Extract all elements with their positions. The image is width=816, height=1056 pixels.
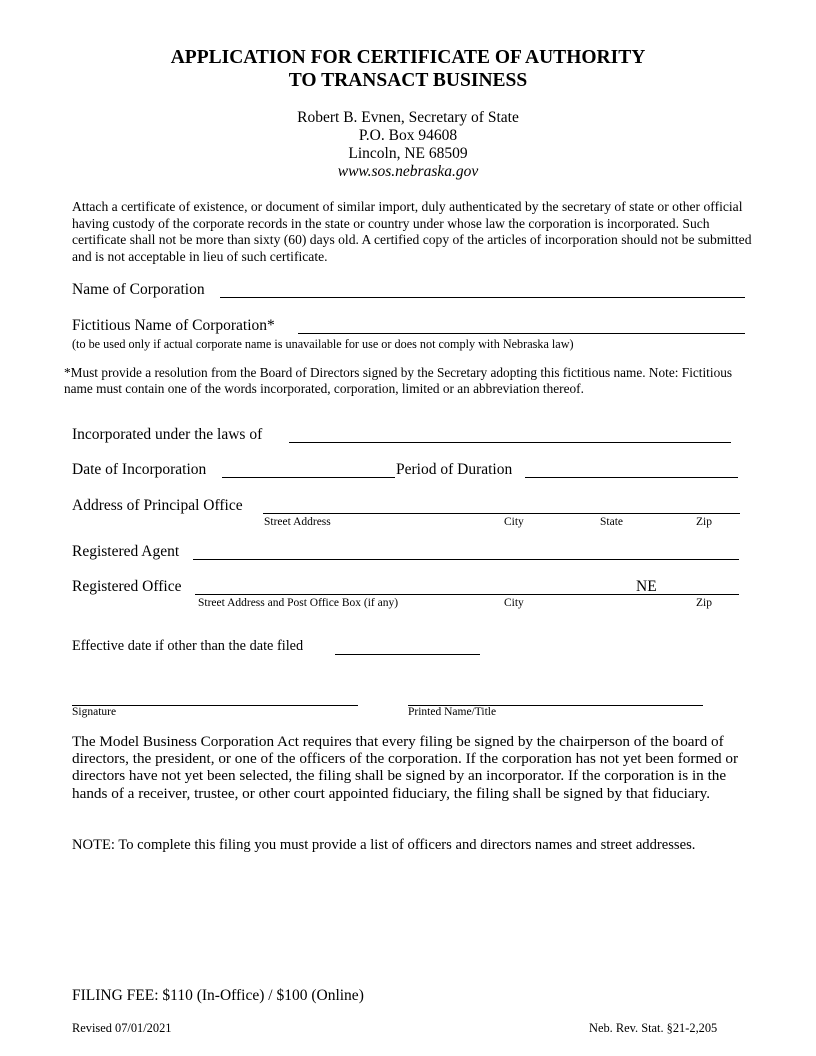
revised-date: Revised 07/01/2021 [72, 1021, 172, 1035]
date-of-incorporation-label: Date of Incorporation [72, 461, 207, 478]
act-paragraph: The Model Business Corporation Act requires that every filing be signed by the chairperson of the board of directors, the president, or one of the officers of the corporation. If the corporation has not yet been formed or directors have not yet been selected, the filing shall be signed by an incorporator. If the corporation is in the hands of a receiver, trustee, or other court appointed fiduciary, the filing shall be signed by that fiduciary. [72, 733, 739, 802]
name-of-corporation-label: Name of Corporation [72, 281, 205, 298]
note-paragraph: NOTE: To complete this filing you must provide a list of officers and directors names and street addresses. [72, 837, 696, 853]
registered-office-state: NE [636, 578, 657, 595]
registered-office-label: Registered Office [72, 578, 182, 595]
form-title-line2: TO TRANSACT BUSINESS [288, 70, 528, 91]
intro-paragraph: Attach a certificate of existence, or document of similar import, duly authenticated by the secretary of state or other official having custody of the corporate records in the state or country under whose law the corporation is incorporated. Such certificate shall not be more than sixty (60) days old. A certified copy of the articles of incorporation should not be submitted and is not acceptable in lieu of such certificate. [72, 199, 752, 264]
fictitious-name-note: (to be used only if actual corporate name is unavailable for use or does not comply with Nebraska law) [72, 337, 574, 351]
city-state-zip: Lincoln, NE 68509 [348, 145, 468, 162]
date-of-incorporation-field[interactable] [222, 477, 395, 478]
form-title-line1: APPLICATION FOR CERTIFICATE OF AUTHORITY [170, 47, 646, 68]
po-box: P.O. Box 94608 [358, 127, 458, 144]
registered-zip-caption: Zip [696, 597, 712, 609]
registered-street-caption: Street Address and Post Office Box (if any) [198, 597, 399, 609]
statute-reference: Neb. Rev. Stat. §21-2,205 [589, 1021, 718, 1035]
effective-date-field[interactable] [335, 654, 480, 655]
registered-agent-field[interactable] [193, 559, 739, 560]
principal-state-caption: State [600, 516, 623, 528]
official-name: Robert B. Evnen, Secretary of State [297, 109, 519, 126]
incorporated-under-label: Incorporated under the laws of [72, 426, 263, 443]
registered-office-field[interactable] [195, 594, 739, 595]
printed-name-caption: Printed Name/Title [408, 706, 497, 718]
fictitious-footnote: *Must provide a resolution from the Board of Directors signed by the Secretary adopting this fictitious name. Note: Fictitious name must contain one of the words incorporated, corporation, limited or an abbreviation thereof. [64, 365, 733, 396]
period-of-duration-label: Period of Duration [396, 461, 513, 478]
effective-date-label: Effective date if other than the date filed [72, 638, 304, 654]
fictitious-name-label: Fictitious Name of Corporation* [72, 317, 275, 334]
principal-office-field[interactable] [263, 513, 740, 514]
registered-city-caption: City [504, 597, 524, 609]
principal-city-caption: City [504, 516, 524, 528]
principal-zip-caption: Zip [696, 516, 712, 528]
registered-agent-label: Registered Agent [72, 543, 180, 560]
incorporated-under-field[interactable] [289, 442, 731, 443]
principal-street-caption: Street Address [264, 516, 331, 528]
name-of-corporation-field[interactable] [220, 297, 745, 298]
period-of-duration-field[interactable] [525, 477, 738, 478]
signature-caption: Signature [72, 706, 117, 718]
fictitious-name-field[interactable] [298, 333, 745, 334]
website-link[interactable]: www.sos.nebraska.gov [337, 163, 479, 180]
principal-office-label: Address of Principal Office [72, 497, 243, 514]
filing-fee: FILING FEE: $110 (In-Office) / $100 (Online) [72, 987, 364, 1004]
